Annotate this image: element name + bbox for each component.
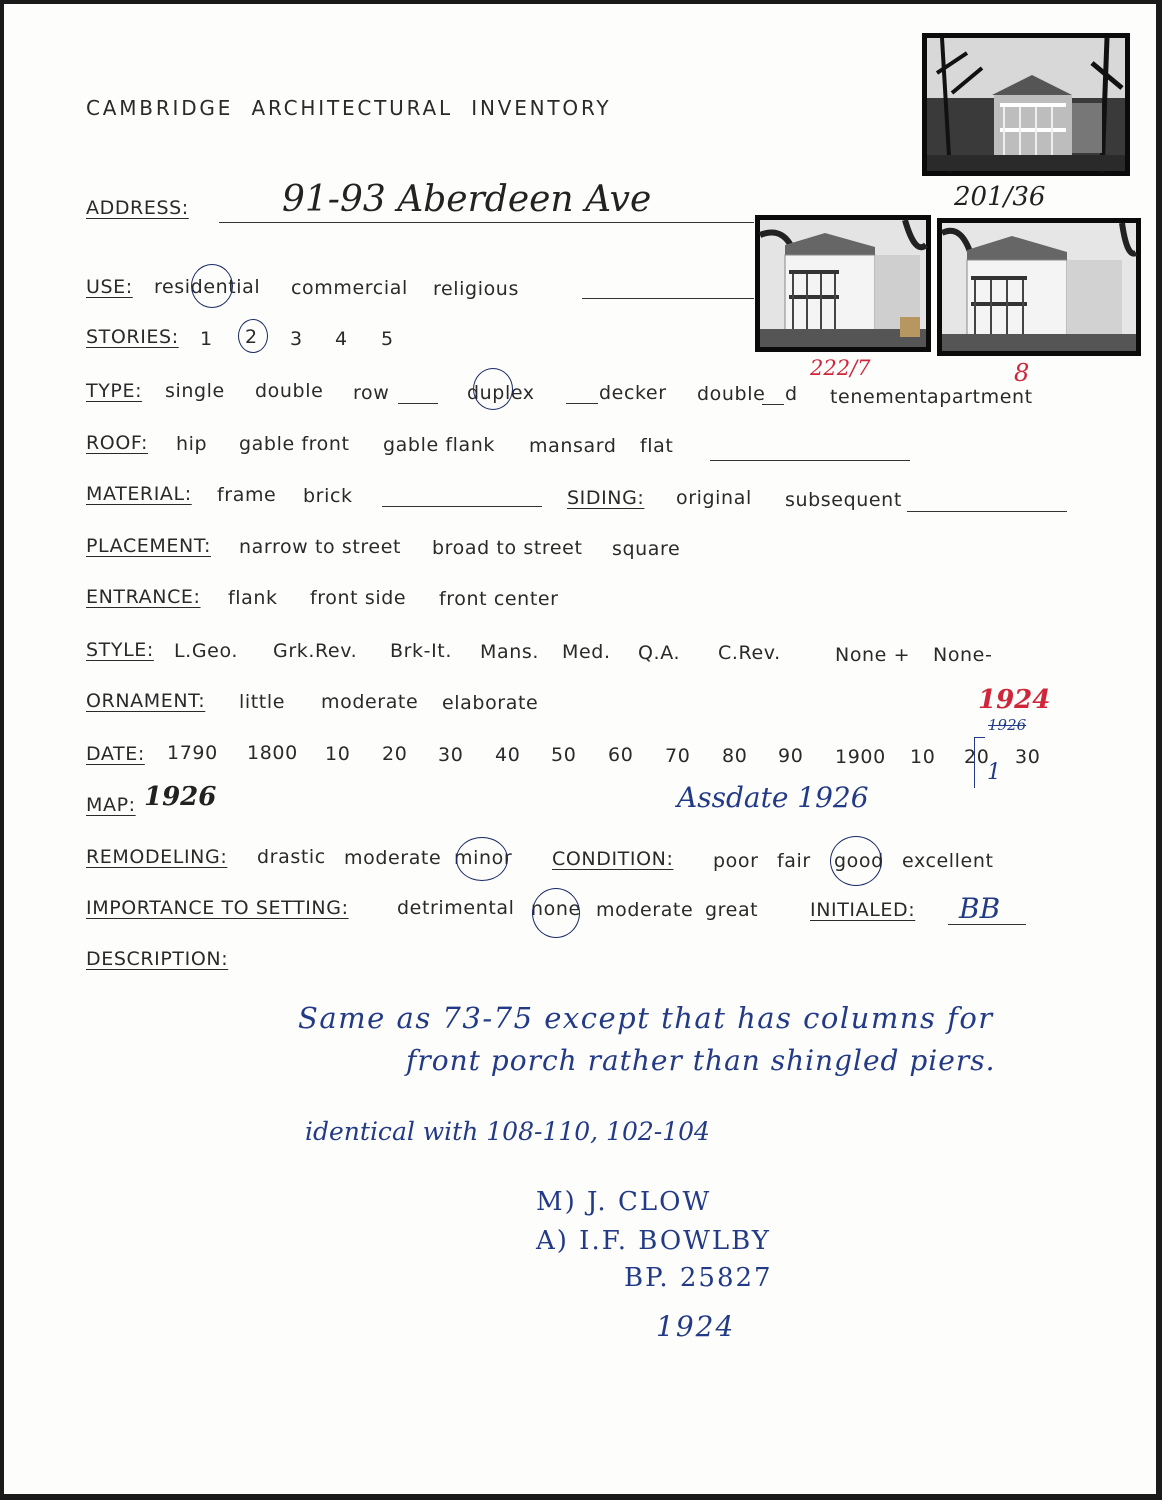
description-line-3: identical with 108-110, 102-104	[305, 1117, 710, 1146]
date-bracket-mark	[974, 737, 985, 788]
style-option-brkit: Brk-It.	[390, 640, 452, 662]
type-option-row: row	[353, 382, 390, 404]
siding-option-subsequent: subsequent	[785, 489, 902, 511]
use-label: USE:	[86, 276, 133, 298]
siding-other-line	[907, 511, 1067, 512]
style-option-none-plus: None +	[835, 644, 911, 666]
ornament-label: ORNAMENT:	[86, 690, 206, 712]
remodeling-option-moderate: moderate	[344, 847, 442, 869]
map-value: 1926	[144, 782, 217, 812]
description-line-2: front porch rather than shingled piers.	[406, 1044, 996, 1077]
condition-option-good: good	[834, 850, 884, 872]
date-option-90: 90	[778, 745, 804, 767]
stories-label: STORIES:	[86, 326, 179, 348]
use-selection-circle	[191, 264, 233, 308]
type-decker-line	[566, 403, 598, 404]
entrance-option-front-center: front center	[439, 588, 559, 610]
architect-line: M) J. CLOW	[536, 1187, 712, 1217]
stories-option-2: 2	[245, 326, 258, 348]
address-value: 91-93 Aberdeen Ave	[282, 179, 652, 220]
address-label: ADDRESS:	[86, 197, 189, 219]
importance-option-moderate: moderate	[596, 899, 694, 921]
style-option-qa: Q.A.	[638, 642, 681, 664]
remodeling-option-minor: minor	[454, 847, 513, 869]
date-option-1790: 1790	[167, 742, 218, 764]
map-label: MAP:	[86, 794, 136, 816]
date-option-1800: 1800	[247, 742, 298, 764]
stories-option-5: 5	[381, 328, 394, 350]
style-option-lgeo: L.Geo.	[174, 640, 238, 662]
type-label: TYPE:	[86, 380, 143, 402]
roof-option-gable-flank: gable flank	[383, 434, 496, 456]
photo-caption-right: 8	[1014, 359, 1030, 387]
remodeling-selection-circle	[456, 837, 508, 881]
stories-option-3: 3	[290, 328, 303, 350]
material-other-line	[382, 506, 542, 507]
ornament-option-little: little	[239, 691, 286, 713]
initialed-value: BB	[959, 892, 1001, 925]
form-title: CAMBRIDGE ARCHITECTURAL INVENTORY	[86, 96, 612, 120]
stories-option-4: 4	[335, 328, 348, 350]
roof-other-line	[710, 460, 910, 461]
type-option-tenement: tenement	[830, 386, 928, 408]
style-option-grkrev: Grk.Rev.	[273, 640, 358, 662]
use-option-residential: residential	[154, 276, 261, 298]
type-option-decker: decker	[599, 382, 667, 404]
condition-option-excellent: excellent	[902, 850, 994, 872]
date-option-1930: 30	[1015, 746, 1041, 768]
entrance-option-front-side: front side	[310, 587, 407, 609]
placement-option-square: square	[612, 538, 681, 560]
initialed-label: INITIALED:	[810, 899, 916, 921]
material-option-frame: frame	[217, 484, 277, 506]
importance-option-great: great	[705, 899, 759, 921]
importance-label: IMPORTANCE TO SETTING:	[86, 897, 349, 919]
type-double-d-line	[762, 404, 784, 405]
type-option-double-d: double	[697, 383, 766, 405]
importance-option-detrimental: detrimental	[397, 897, 515, 919]
building-permit-line: BP. 25827	[624, 1263, 773, 1293]
condition-option-poor: poor	[713, 850, 759, 872]
use-other-line	[582, 298, 754, 299]
house-photo-top	[922, 33, 1130, 176]
description-label: DESCRIPTION:	[86, 948, 229, 970]
date-label: DATE:	[86, 743, 145, 765]
date-handwritten-1924: 1924	[978, 685, 1051, 715]
type-option-duplex: duplex	[467, 382, 535, 404]
placement-option-broad: broad to street	[432, 537, 583, 559]
entrance-option-flank: flank	[228, 587, 278, 609]
stories-selection-circle	[238, 319, 268, 353]
condition-option-fair: fair	[777, 850, 811, 872]
style-label: STYLE:	[86, 639, 154, 661]
importance-selection-circle	[532, 888, 580, 938]
photo-caption-left: 222/7	[810, 356, 871, 380]
ornament-option-moderate: moderate	[321, 691, 419, 713]
type-option-apartment: apartment	[927, 386, 1033, 408]
date-option-70: 70	[665, 745, 691, 767]
map-assessor-note: Assdate 1926	[677, 781, 869, 814]
date-option-10: 10	[325, 743, 351, 765]
address-line	[219, 222, 754, 223]
date-handwritten-mark: 1	[987, 760, 1001, 785]
remodeling-label: REMODELING:	[86, 846, 228, 868]
use-option-religious: religious	[433, 278, 519, 300]
material-label: MATERIAL:	[86, 483, 192, 505]
siding-option-original: original	[676, 487, 752, 509]
style-option-crev: C.Rev.	[718, 642, 781, 664]
stories-option-1: 1	[200, 328, 213, 350]
date-option-40: 40	[495, 744, 521, 766]
builder-line: A) I.F. BOWLBY	[536, 1226, 771, 1256]
date-option-30: 30	[438, 744, 464, 766]
roof-option-gable-front: gable front	[239, 433, 350, 455]
date-option-50: 50	[551, 744, 577, 766]
importance-option-none: none	[531, 898, 581, 920]
inventory-form-sheet	[4, 4, 1156, 1494]
permit-year-line: 1924	[656, 1310, 736, 1343]
roof-label: ROOF:	[86, 432, 148, 454]
placement-label: PLACEMENT:	[86, 535, 211, 557]
roof-option-hip: hip	[176, 433, 208, 455]
date-option-60: 60	[608, 744, 634, 766]
use-option-commercial: commercial	[291, 277, 408, 299]
type-option-single: single	[165, 380, 225, 402]
style-option-med: Med.	[562, 641, 611, 663]
condition-label: CONDITION:	[552, 848, 674, 870]
entrance-label: ENTRANCE:	[86, 586, 201, 608]
siding-label: SIDING:	[567, 487, 645, 509]
date-option-80: 80	[722, 745, 748, 767]
date-option-1900: 1900	[835, 746, 886, 768]
condition-selection-circle	[830, 836, 882, 886]
photo-caption-top: 201/36	[954, 182, 1046, 212]
type-option-double: double	[255, 380, 324, 402]
type-selection-circle	[473, 368, 513, 410]
remodeling-option-drastic: drastic	[257, 846, 326, 868]
description-line-1: Same as 73-75 except that has columns for	[298, 1001, 994, 1035]
type-row-line	[398, 403, 438, 404]
roof-option-flat: flat	[640, 435, 674, 457]
material-option-brick: brick	[303, 485, 353, 507]
date-option-1920: 20	[964, 746, 990, 768]
date-handwritten-1926: 1926	[988, 716, 1027, 734]
roof-option-mansard: mansard	[529, 435, 617, 457]
house-photo-right	[937, 218, 1141, 356]
style-option-none-minus: None-	[933, 644, 993, 666]
date-option-20: 20	[382, 743, 408, 765]
house-photo-left	[755, 215, 931, 352]
date-option-1910: 10	[910, 746, 936, 768]
placement-option-narrow: narrow to street	[239, 536, 402, 558]
type-option-d: d	[785, 383, 798, 405]
style-option-mans: Mans.	[480, 641, 540, 663]
ornament-option-elaborate: elaborate	[442, 692, 539, 714]
